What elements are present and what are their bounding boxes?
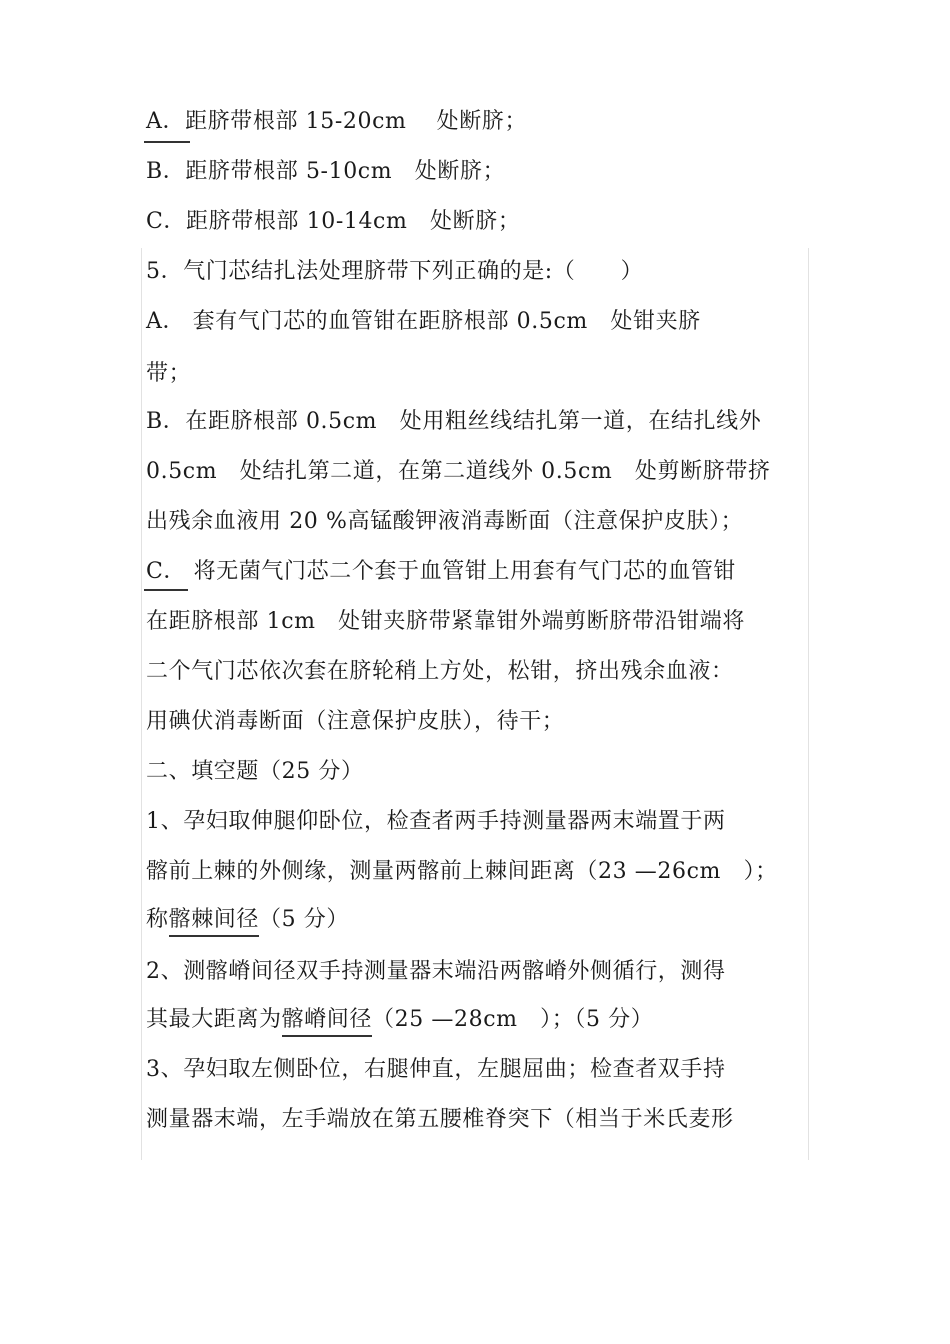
fill-q2-line-1: 2、测髂嵴间径双手持测量器末端沿两髂嵴外侧循行，测得 (146, 959, 726, 984)
q5-option-c: C． 将无菌气门芯二个套于血管钳上用套有气门芯的血管钳 (146, 559, 737, 584)
fill-q3-line-2: 测量器末端，左手端放在第五腰椎脊突下（相当于米氏麦形 (146, 1107, 734, 1132)
q5-option-b: B．在距脐根部 0.5cm 处用粗丝线结扎第一道，在结扎线外 (146, 409, 762, 434)
section-2-heading: 二、填空题（25 分） (146, 759, 364, 784)
q5-option-a-cont: 带； (146, 361, 192, 386)
fill-q1-line-2: 髂前上棘的外侧缘，测量两髂前上棘间距离（23 —26cm ）； (146, 859, 778, 884)
option-c-line: C．距脐带根部 10-14cm 处断脐； (146, 209, 521, 234)
fill-q2-line-2 (146, 1006, 653, 1034)
fill-q1-prefix: 称 (146, 907, 169, 932)
q5-option-c-cont-1: 在距脐根部 1cm 处钳夹脐带紧靠钳外端剪断脐带沿钳端将 (146, 609, 745, 634)
q5-option-c-cont-3: 用碘伏消毒断面（注意保护皮肤），待干； (146, 709, 565, 734)
question-5: 5．气门芯结扎法处理脐带下列正确的是:（ ） (146, 259, 644, 284)
fill-q3-line-1: 3、孕妇取左侧卧位，右腿伸直，左腿屈曲；检查者双手持 (146, 1057, 726, 1082)
q5-option-b-cont-1: 0.5cm 处结扎第二道，在第二道线外 0.5cm 处剪断脐带挤 (146, 459, 771, 484)
q5-option-c-cont-2: 二个气门芯依次套在脐轮稍上方处，松钳，挤出残余血液： (146, 659, 734, 684)
answer-mark-c (144, 589, 188, 591)
answer-mark-a (144, 141, 190, 143)
q5-option-b-cont-2: 出残余血液用 20 %高锰酸钾液消毒断面（注意保护皮肤）； (146, 509, 744, 534)
fill-q2-suffix: （25 —28cm ）；（5 分） (372, 1007, 654, 1032)
fill-q1-line-3 (146, 906, 349, 934)
fill-q2-answer: 髂嵴间径 (282, 1007, 372, 1037)
fill-q1-answer: 髂棘间径 (169, 907, 259, 937)
fill-q1-suffix: （5 分） (259, 907, 350, 932)
option-b-line: B．距脐带根部 5-10cm 处断脐； (146, 159, 506, 184)
fill-q2-prefix: 其最大距离为 (146, 1007, 282, 1032)
option-a-line-1: A．距脐带根部 15-20cm 处断脐； (146, 109, 528, 134)
q5-option-a: A． 套有气门芯的血管钳在距脐根部 0.5cm 处钳夹脐 (146, 309, 701, 334)
fill-q1-line-1: 1、孕妇取伸腿仰卧位，检查者两手持测量器两末端置于两 (146, 809, 726, 834)
